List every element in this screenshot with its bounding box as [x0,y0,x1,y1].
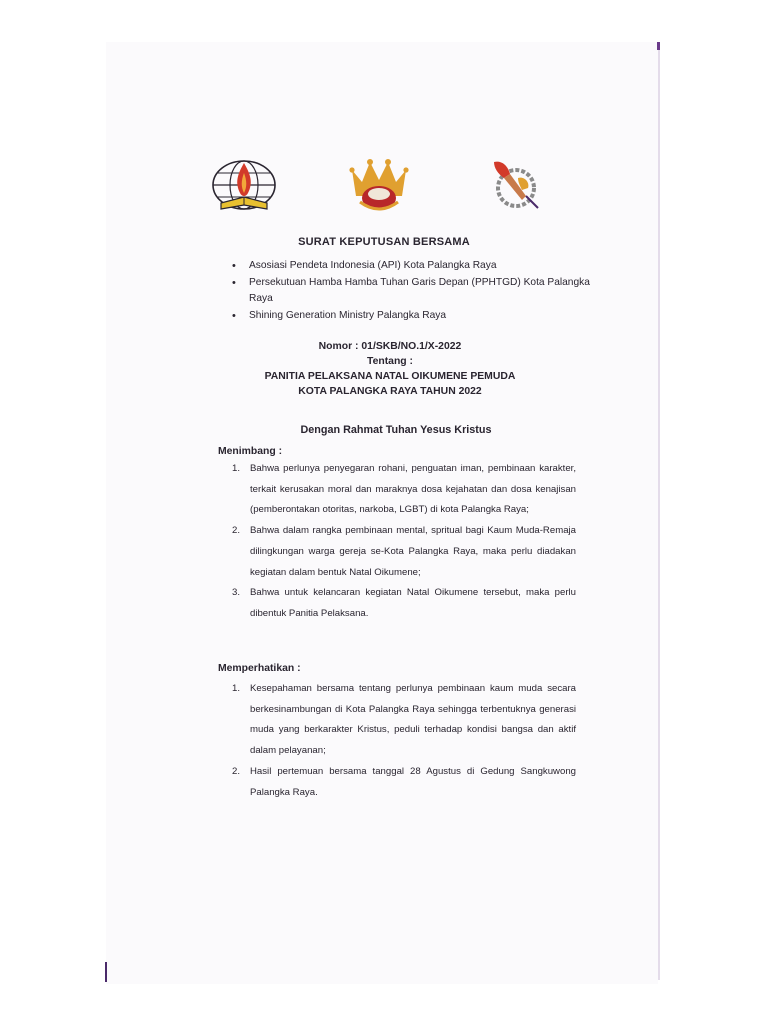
item-text: Hasil pertemuan bersama tanggal 28 Agustus di Gedung Sangkuwong Palangka Raya. [250,765,576,798]
subject-line-2: KOTA PALANGKA RAYA TAHUN 2022 [298,386,482,397]
organization-list [232,258,592,324]
list-item [232,459,576,521]
item-number: 2. [232,765,241,777]
item-number: 1. [232,683,241,694]
item-text: Bahwa dalam rangka pembinaan mental, spritual bagi Kaum Muda-Remaja dilingkungan warga gereja se-Kota Palangka Raya, maka perlu diadakan kegiatan dalam bentuk Natal Oikumene; [250,525,576,578]
considering-label: Menimbang : [218,446,283,457]
item-text: Bahwa perlunya penyegaran rohani, penguatan iman, pembinaan karakter, terkait kerusakan moral dan maraknya dosa kejahatan dan dosa kenajisan (pemberontakan otoritas, narkoba, LGBT) di kota Palangka Raya; [250,463,576,516]
organization-item: • Persekutuan Hamba Hamba Tuhan Garis Depan (PPHTGD) Kota Palangka Raya [232,275,592,308]
item-number: 3. [232,587,241,599]
about-label: Tentang : [367,356,413,367]
globe-flame-bible-icon [207,157,281,217]
noting-list [232,679,576,803]
item-text: Bahwa untuk kelancaran kegiatan Natal Oikumene tersebut, maka perlu dibentuk Panitia Pelaksana. [250,587,576,619]
list-item [232,521,576,583]
document-title: SURAT KEPUTUSAN BERSAMA [298,236,470,248]
document-number: Nomor : 01/SKB/NO.1/X-2022 [318,341,462,352]
subject-line-1: PANITIA PELAKSANA NATAL OIKUMENE PEMUDA [264,371,516,382]
organization-item: • Asosiasi Pendeta Indonesia (API) Kota Palangka Raya [232,258,592,275]
shell-ring-icon [488,156,544,214]
page-edge-mark [657,42,660,50]
list-item [232,762,576,803]
noting-label: Memperhatikan : [218,663,301,674]
list-item [232,583,576,624]
crown-icon [348,156,410,216]
blessing-line: Dengan Rahmat Tuhan Yesus Kristus [300,424,492,436]
list-item [232,679,576,762]
item-text: Kesepahaman bersama tentang perlunya pembinaan kaum muda secara berkesinambungan di Kota Palangka Raya sehingga terbentuknya generasi muda yang berkarakter Kristus, peduli terhadap kondisi bangsa dan aktif dalam pelayanan; [250,683,576,757]
item-number: 1. [232,463,241,474]
page-edge-shadow [658,50,660,980]
page-edge-mark [105,962,107,982]
item-number: 2. [232,525,241,537]
organization-item: • Shining Generation Ministry Palangka Raya [232,308,592,325]
considering-list [232,459,576,625]
